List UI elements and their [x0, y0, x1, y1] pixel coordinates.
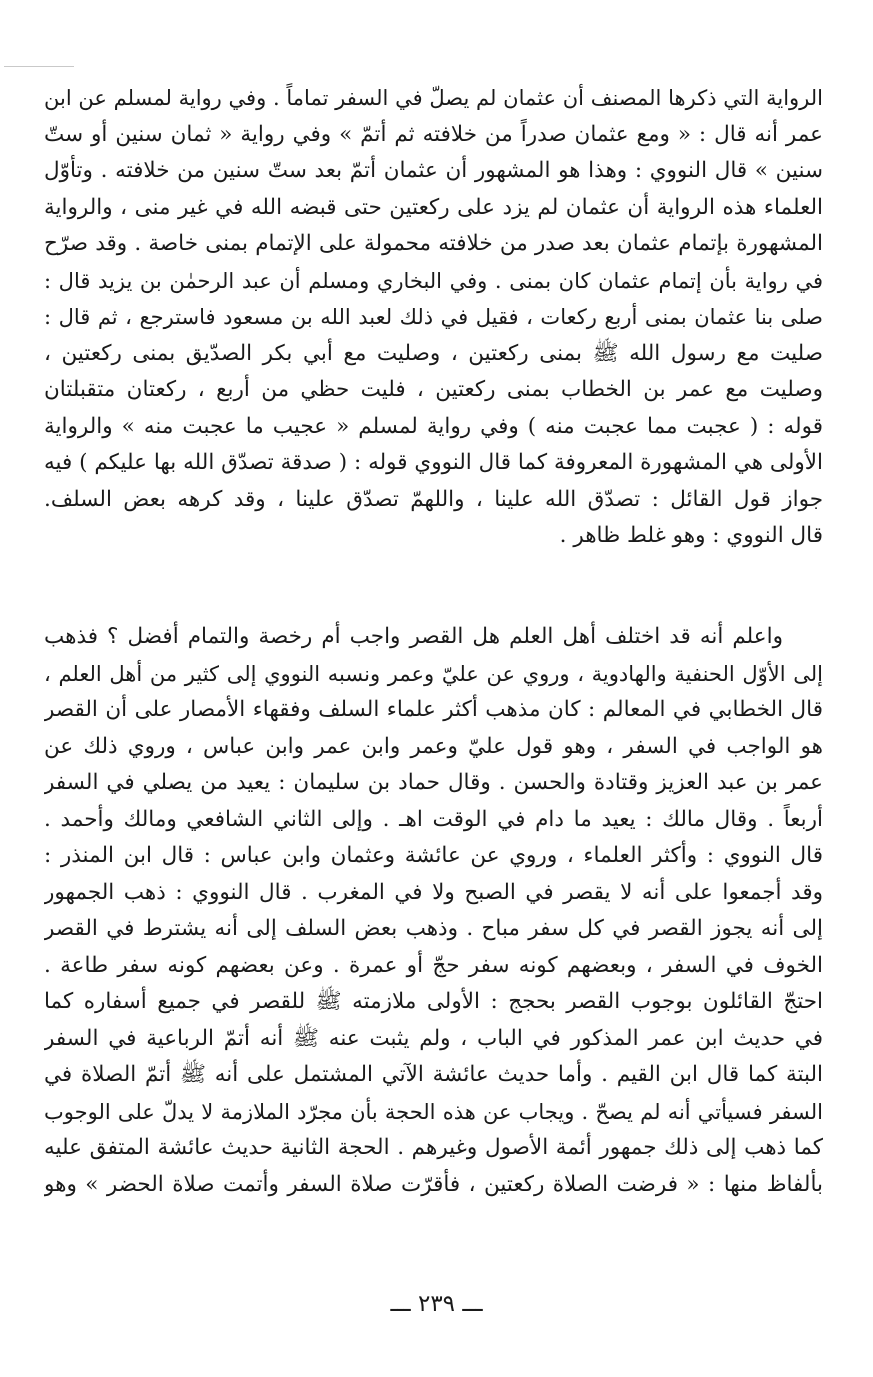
text-line: الرواية التي ذكرها المصنف أن عثمان لم يصلّ في السفر تماماً . وفي رواية لمسلم عن ابن: [44, 86, 823, 110]
text-line: قال الخطابي في المعالم : كان مذهب أكثر علماء السلف وفقهاء الأمصار على أن القصر: [44, 697, 823, 722]
paragraph-2: [44, 619, 823, 1203]
text-line: كما ذهب إلى ذلك جمهور أئمة الأصول وغيرهم . الحجة الثانية حديث عائشة المتفق عليه: [44, 1135, 823, 1160]
paragraph-1: [44, 80, 823, 555]
text-line: عمر بن عبد العزيز وقتادة والحسن . وقال حماد بن سليمان : يعيد من يصلي في السفر: [44, 770, 823, 795]
text-line: وصليت مع عمر بن الخطاب بمنى ركعتين ، فليت حظي من أربع ، ركعتان متقبلتان: [44, 377, 823, 402]
text-line: بألفاظ منها : « فرضت الصلاة ركعتين ، فأقرّت صلاة السفر وأتمت صلاة الحضر » وهو: [44, 1171, 823, 1197]
text-line: صليت مع رسول الله ﷺ بمنى ركعتين ، وصليت مع أبي بكر الصدّيق بمنى ركعتين ،: [44, 340, 823, 366]
text-line: احتجّ القائلون بوجوب القصر بحجج : الأولى ملازمته ﷺ للقصر في جميع أسفاره كما: [44, 989, 823, 1014]
text-line: واعلم أنه قد اختلف أهل العلم هل القصر واجب أم رخصة والتمام أفضل ؟ فذهب: [44, 624, 783, 649]
text-line: إلى أنه يجوز القصر في كل سفر مباح . وذهب بعض السلف إلى أنه يشترط في القصر: [44, 916, 823, 941]
text-line: عمر أنه قال : « ومع عثمان صدراً من خلافته ثم أتمّ » وفي رواية « ثمان سنين أو ستّ: [44, 121, 823, 147]
text-line: الخوف في السفر ، وبعضهم كونه سفر حجّ أو عمرة . وعن بعضهم كونه سفر طاعة .: [44, 952, 823, 978]
scan-mark: [4, 66, 74, 67]
page-number: ـــ ٢٣٩ ـــ: [390, 1291, 483, 1317]
text-line: السفر فسيأتي أنه لم يصحّ . ويجاب عن هذه الحجة بأن مجرّد الملازمة لا يدلّ على الوجوب: [44, 1099, 823, 1124]
text-line: في حديث ابن عمر المذكور في الباب ، ولم يثبت عنه ﷺ أنه أتمّ الرباعية في السفر: [44, 1025, 823, 1051]
text-line: هو الواجب في السفر ، وهو قول عليّ وعمر وابن عمر وابن عباس ، وروي ذلك عن: [44, 733, 823, 759]
text-line: إلى الأوّل الحنفية والهادوية ، وروي عن عليّ وعمر ونسبه النووي إلى كثير من أهل العلم ،: [44, 661, 823, 686]
text-line: المشهورة بإتمام عثمان بعد صدر من خلافته محمولة على الإتمام بمنى خاصة . وقد صرّح: [44, 231, 823, 256]
text-line: صلى بنا عثمان بمنى أربع ركعات ، فقيل في ذلك لعبد الله بن مسعود فاسترجع ، ثم قال :: [44, 305, 823, 329]
text-line: البتة كما قال ابن القيم . وأما حديث عائشة الآتي المشتمل على أنه ﷺ أتمّ الصلاة في: [44, 1062, 823, 1087]
text-line: أربعاً . وقال مالك : يعيد ما دام في الوقت اهـ . وإلى الثاني الشافعي ومالك وأحمد .: [44, 806, 823, 832]
text-line: قال النووي : وهو غلط ظاهر .: [559, 523, 823, 548]
text-line: قوله : ( عجبت مما عجبت منه ) وفي رواية لمسلم « عجيب ما عجبت منه » والرواية: [44, 413, 823, 439]
text-line: سنين » قال النووي : وهذا هو المشهور أن عثمان أتمّ بعد ستّ سنين من خلافته . وتأوّل: [44, 158, 823, 183]
text-line: وقد أجمعوا على أنه لا يقصر في الصبح ولا في المغرب . قال النووي : ذهب الجمهور: [44, 879, 823, 905]
text-line: قال النووي : وأكثر العلماء ، وروي عن عائشة وعثمان وابن عباس : قال ابن المنذر :: [44, 843, 823, 868]
text-line: جواز قول القائل : تصدّق الله علينا ، واللهمّ تصدّق علينا ، وقد كرهه بعض السلف.: [44, 486, 823, 512]
text-line: العلماء هذه الرواية أن عثمان لم يزد على ركعتين حتى قبضه الله في غير منى ، والرواية: [44, 194, 823, 220]
text-line: الأولى هي المشهورة المعروفة كما قال النووي قوله : ( صدقة تصدّق الله بها عليكم ) فيه: [44, 450, 823, 475]
text-line: في رواية بأن إتمام عثمان كان بمنى . وفي البخاري ومسلم أن عبد الرحمٰن بن يزيد قال :: [44, 268, 823, 293]
